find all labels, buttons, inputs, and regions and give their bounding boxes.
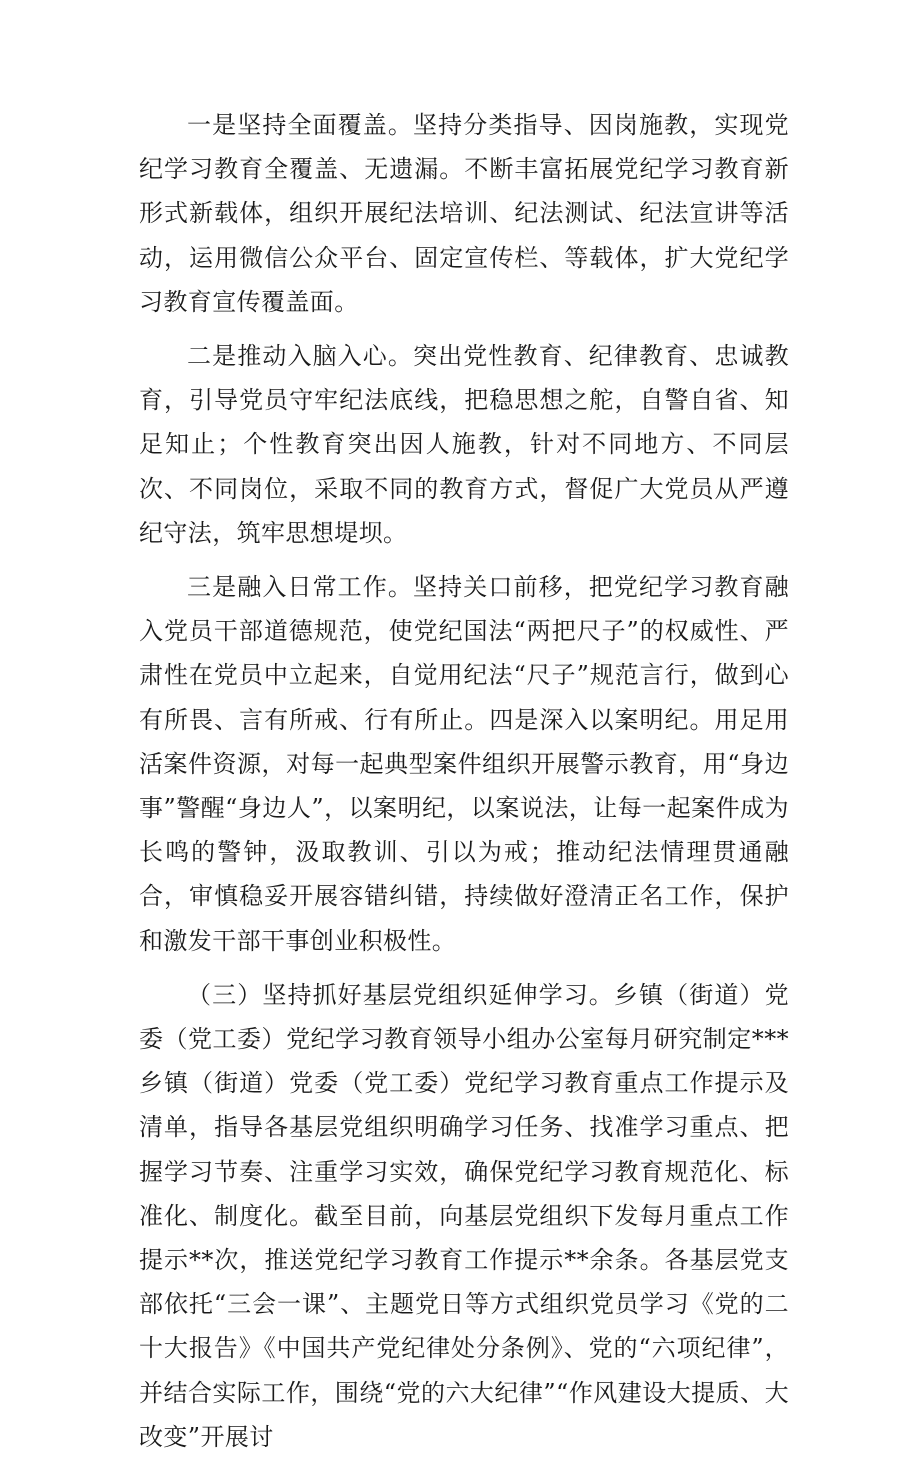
- paragraph-grassroots-study: （三）坚持抓好基层党组织延伸学习。乡镇（街道）党委（党工委）党纪学习教育领导小组办公室每月研究制定***乡镇（街道）党委（党工委）党纪学习教育重点工作提示及清单，指导各基层党组织明确学习任务、找准学习重点、把握学习节奏、注重学习实效，确保党纪学习教育规范化、标准化、制度化。截至目前，向基层党组织下发每月重点工作提示**次，推送党纪学习教育工作提示**余条。各基层党支部依托“三会一课”、主题党日等方式组织党员学习《党的二十大报告》《中国共产党纪律处分条例》、党的“六项纪律”，并结合实际工作，围绕“党的六大纪律”“作风建设大提质、大改变”开展讨: [139, 980, 789, 1451]
- paragraph-into-minds: 二是推动入脑入心。突出党性教育、纪律教育、忠诚教育，引导党员守牢纪法底线，把稳思想之舵，自警自省、知足知止；个性教育突出因人施教，针对不同地方、不同层次、不同岗位，采取不同的教育方式，督促广大党员从严遵纪守法，筑牢思想堤坝。: [139, 342, 789, 547]
- paragraph-full-coverage: 一是坚持全面覆盖。坚持分类指导、因岗施教，实现党纪学习教育全覆盖、无遗漏。不断丰富拓展党纪学习教育新形式新载体，组织开展纪法培训、纪法测试、纪法宣讲等活动，运用微信公众平台、固定宣传栏、等载体，扩大党纪学习教育宣传覆盖面。: [139, 111, 789, 316]
- document-body: [139, 103, 789, 1459]
- paragraph-daily-work: 三是融入日常工作。坚持关口前移，把党纪学习教育融入党员干部道德规范，使党纪国法“两把尺子”的权威性、严肃性在党员中立起来，自觉用纪法“尺子”规范言行，做到心有所畏、言有所戒、行有所止。四是深入以案明纪。用足用活案件资源，对每一起典型案件组织开展警示教育，用“身边事”警醒“身边人”，以案明纪，以案说法，让每一起案件成为长鸣的警钟，汲取教训、引以为戒；推动纪法情理贯通融合，审慎稳妥开展容错纠错，持续做好澄清正名工作，保护和激发干部干事创业积极性。: [139, 573, 789, 955]
